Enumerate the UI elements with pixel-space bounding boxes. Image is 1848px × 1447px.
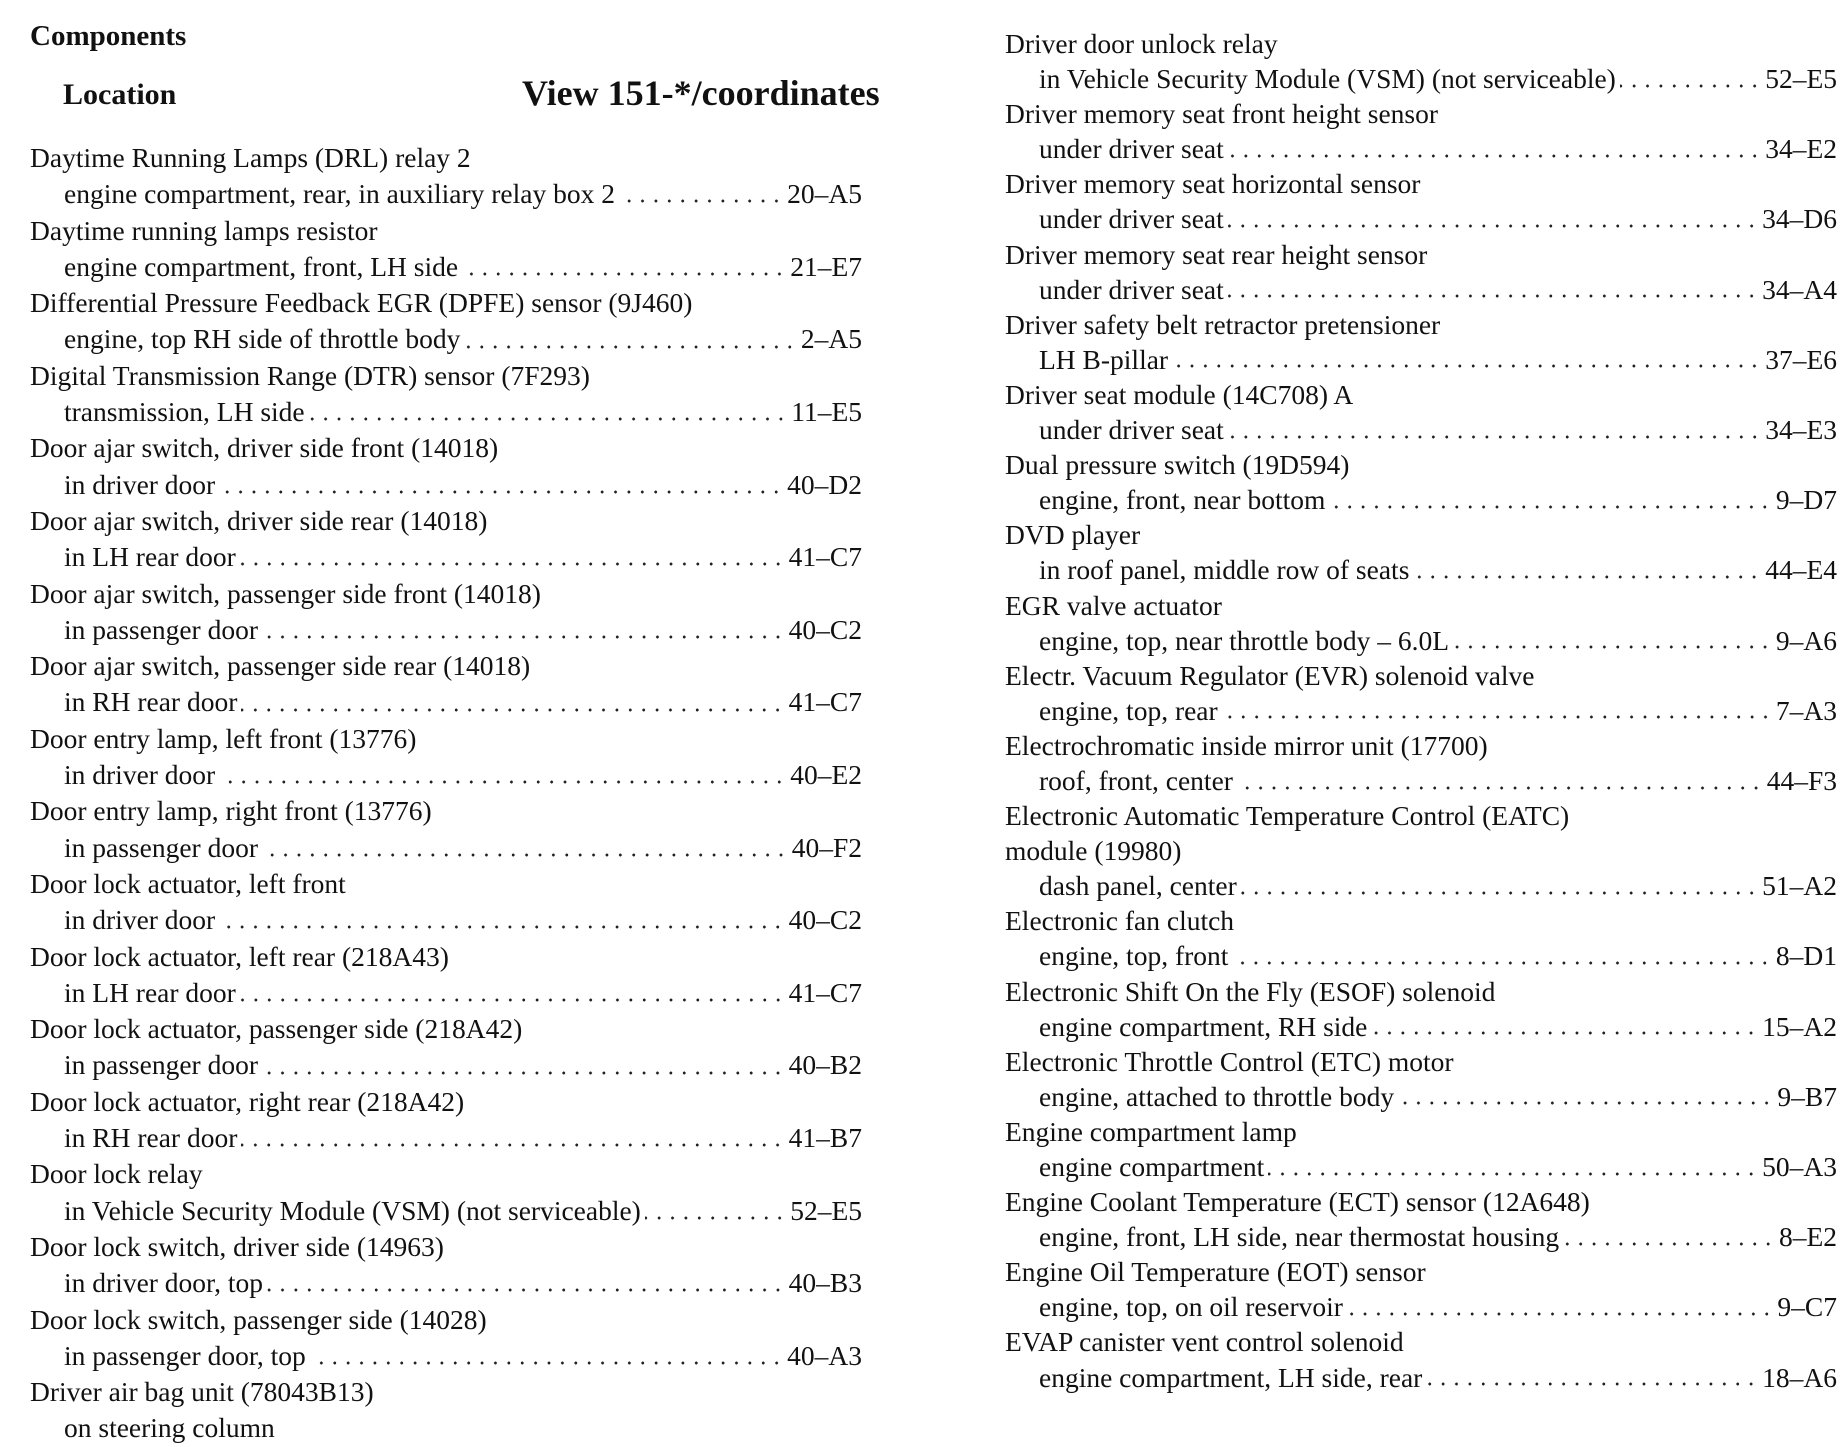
right-column <box>1005 26 1837 1395</box>
component-entry <box>1005 447 1837 517</box>
component-name <box>1005 588 1837 623</box>
component-name-text: Door lock actuator, left front <box>30 867 346 899</box>
view-coordinate: 41–B7 <box>788 1122 862 1154</box>
component-location: engine, front, LH side, near thermostat housing <box>1039 1221 1560 1253</box>
dot-leader <box>1268 1171 1758 1177</box>
dot-leader <box>1222 714 1772 720</box>
component-location: in passenger door <box>64 831 258 863</box>
component-location-line <box>1005 763 1837 798</box>
dot-leader <box>1329 504 1772 510</box>
view-coordinate: 41–C7 <box>788 541 862 573</box>
dot-leader <box>1413 574 1761 580</box>
component-entry <box>1005 237 1837 307</box>
component-name <box>1005 517 1837 552</box>
component-name-text: Engine compartment lamp <box>1005 1115 1297 1147</box>
section-title: Components <box>30 20 187 52</box>
component-name <box>1005 1324 1837 1359</box>
view-coordinate: 8–E2 <box>1778 1221 1837 1253</box>
component-location-line <box>1005 552 1837 587</box>
component-name <box>1005 1184 1837 1219</box>
component-entry <box>1005 517 1837 587</box>
component-location: in driver door <box>64 904 216 936</box>
component-name <box>1005 798 1837 833</box>
component-name-text: Digital Transmission Range (DTR) sensor (7F293) <box>30 359 590 391</box>
component-name-text: Differential Pressure Feedback EGR (DPFE) sensor (9J460) <box>30 287 693 319</box>
component-location: under driver seat <box>1039 414 1224 446</box>
dot-leader <box>619 198 783 204</box>
dot-leader <box>240 997 785 1003</box>
dot-leader <box>1228 434 1761 440</box>
component-location-line <box>30 1265 862 1301</box>
view-coordinate: 15–A2 <box>1762 1010 1837 1042</box>
component-location: in driver door, top <box>64 1267 263 1299</box>
component-location: in driver door <box>64 468 216 500</box>
component-location-line <box>1005 61 1837 96</box>
component-location: on steering column <box>64 1412 275 1444</box>
view-coordinate: 34–D6 <box>1762 203 1837 235</box>
component-name-text: Electrochromatic inside mirror unit (17700) <box>1005 729 1488 761</box>
component-location: LH B-pillar <box>1039 343 1169 375</box>
component-name <box>30 1011 862 1047</box>
component-name <box>30 793 862 829</box>
component-location: in Vehicle Security Module (VSM) (not serviceable) <box>1039 63 1616 95</box>
component-entry <box>30 576 862 649</box>
component-entry <box>1005 1044 1837 1114</box>
component-entry <box>1005 658 1837 728</box>
component-name-text: Daytime running lamps resistor <box>30 214 378 246</box>
component-location-line <box>1005 868 1837 903</box>
view-coordinate: 40–C2 <box>788 904 862 936</box>
component-name <box>30 430 862 466</box>
component-name-text: Door ajar switch, driver side front (14018) <box>30 432 499 464</box>
dot-leader <box>1453 644 1772 650</box>
component-location-line <box>1005 1360 1837 1395</box>
component-entry <box>30 1011 862 1084</box>
component-entry <box>30 140 862 213</box>
dot-leader <box>1371 1030 1758 1036</box>
component-entry <box>30 1374 862 1447</box>
component-entry <box>1005 1184 1837 1254</box>
component-entry <box>1005 1254 1837 1324</box>
dot-leader <box>1228 223 1758 229</box>
component-location: engine compartment, LH side, rear <box>1039 1361 1423 1393</box>
component-location-line <box>30 830 862 866</box>
component-location-line <box>1005 1289 1837 1324</box>
component-name-cont <box>1005 833 1837 868</box>
component-location-line <box>30 539 862 575</box>
dot-leader <box>1347 1311 1773 1317</box>
component-location: engine, front, near bottom <box>1039 484 1326 516</box>
dot-leader <box>1237 785 1763 791</box>
column-header-location: Location <box>63 78 177 111</box>
view-coordinate: 18–A6 <box>1762 1361 1837 1393</box>
view-coordinate: 41–C7 <box>788 686 862 718</box>
view-coordinate: 20–A5 <box>787 178 862 210</box>
component-location: under driver seat <box>1039 133 1224 165</box>
component-name-text: Electronic Automatic Temperature Control (EATC) <box>1005 800 1570 832</box>
component-name-text: Door entry lamp, right front (13776) <box>30 795 432 827</box>
view-coordinate: 50–A3 <box>1762 1151 1837 1182</box>
view-coordinate: 34–A4 <box>1762 273 1837 305</box>
component-location-line <box>1005 938 1837 973</box>
component-location: in RH rear door <box>64 1122 238 1154</box>
component-name-text: Electronic fan clutch <box>1005 905 1235 937</box>
component-location-line <box>30 684 862 720</box>
component-location: in RH rear door <box>64 686 238 718</box>
component-name-text: Door lock actuator, left rear (218A43) <box>30 940 449 972</box>
component-name-text: Door lock actuator, right rear (218A42) <box>30 1085 465 1117</box>
view-coordinate: 34–E3 <box>1765 414 1837 446</box>
view-coordinate: 52–E5 <box>1765 63 1837 95</box>
component-location-line <box>30 467 862 503</box>
component-name <box>1005 974 1837 1009</box>
dot-leader <box>1232 960 1771 966</box>
component-name <box>1005 1114 1837 1149</box>
component-location-line <box>30 1193 862 1229</box>
component-name <box>30 1156 862 1192</box>
component-location: in passenger door, top <box>64 1339 306 1371</box>
view-coordinate: 40–B3 <box>788 1267 862 1299</box>
view-coordinate: 9–B7 <box>1777 1080 1837 1112</box>
component-name <box>30 1084 862 1120</box>
component-name <box>1005 903 1837 938</box>
component-name-text: Door ajar switch, passenger side rear (14018) <box>30 650 531 682</box>
component-entry <box>1005 974 1837 1044</box>
component-name <box>30 1229 862 1265</box>
view-coordinate: 7–A3 <box>1775 694 1837 726</box>
dot-leader <box>1172 363 1761 369</box>
view-coordinate: 9–C7 <box>1777 1291 1837 1323</box>
component-name <box>30 866 862 902</box>
dot-leader <box>240 561 785 567</box>
component-location-line <box>1005 1149 1837 1184</box>
component-name <box>1005 26 1837 61</box>
component-name <box>30 576 862 612</box>
component-location-line <box>1005 412 1837 447</box>
view-coordinate: 37–E6 <box>1765 343 1837 375</box>
component-entry <box>30 503 862 576</box>
view-coordinate: 40–F2 <box>791 831 862 863</box>
component-name-text: Driver door unlock relay <box>1005 28 1278 59</box>
dot-leader <box>310 1360 783 1366</box>
component-entry <box>30 285 862 358</box>
component-entry <box>1005 307 1837 377</box>
component-name-text: Door lock switch, driver side (14963) <box>30 1230 444 1262</box>
component-name-text: EVAP canister vent control solenoid <box>1005 1326 1404 1358</box>
component-entry <box>30 213 862 286</box>
component-entry <box>30 648 862 721</box>
component-name <box>30 1302 862 1338</box>
component-location-line <box>30 176 862 212</box>
component-name <box>30 721 862 757</box>
component-entry <box>30 939 862 1012</box>
component-name-text: Door lock relay <box>30 1158 203 1190</box>
dot-leader <box>219 779 786 785</box>
component-name <box>1005 1044 1837 1079</box>
component-name <box>30 213 862 249</box>
component-location-line <box>30 321 862 357</box>
component-location-line <box>1005 342 1837 377</box>
view-coordinate: 8–D1 <box>1775 940 1837 972</box>
component-name <box>1005 1254 1837 1289</box>
component-name <box>1005 377 1837 412</box>
component-location-line <box>30 757 862 793</box>
component-location-line <box>1005 1079 1837 1114</box>
component-location: in LH rear door <box>64 976 236 1008</box>
component-name <box>1005 237 1837 272</box>
view-coordinate: 40–A3 <box>787 1339 862 1371</box>
view-coordinate: 40–D2 <box>787 468 862 500</box>
component-location: in LH rear door <box>64 541 236 573</box>
component-entry <box>30 1156 862 1229</box>
component-entry <box>1005 166 1837 236</box>
component-location: engine, top, rear <box>1039 694 1218 726</box>
component-name <box>30 140 862 176</box>
component-name <box>1005 447 1837 482</box>
component-location: engine compartment, front, LH side <box>64 250 459 282</box>
component-name-text: Door lock switch, passenger side (14028) <box>30 1303 487 1335</box>
component-location-line <box>30 1120 862 1156</box>
view-coordinate: 21–E7 <box>790 250 862 282</box>
component-entry <box>30 358 862 431</box>
component-entry <box>30 866 862 939</box>
dot-leader <box>1228 153 1761 159</box>
component-entry <box>30 1084 862 1157</box>
component-name <box>1005 96 1837 131</box>
component-location-line <box>1005 482 1837 517</box>
component-name-text: Door ajar switch, passenger side front (14018) <box>30 577 541 609</box>
component-name-text: Driver safety belt retractor pretensioner <box>1005 308 1441 340</box>
component-name-text: Driver memory seat front height sensor <box>1005 98 1439 130</box>
component-location-line <box>1005 131 1837 166</box>
dot-leader <box>241 1142 784 1148</box>
component-location: in roof panel, middle row of seats <box>1039 554 1410 586</box>
component-location-line <box>1005 201 1837 236</box>
component-entry <box>1005 1114 1837 1184</box>
view-coordinate: 40–E2 <box>790 759 862 791</box>
component-name <box>30 285 862 321</box>
dot-leader <box>241 707 784 713</box>
component-entry <box>1005 798 1837 903</box>
component-location: in passenger door <box>64 1049 258 1081</box>
view-coordinate: 40–B2 <box>788 1049 862 1081</box>
component-location-line <box>1005 623 1837 658</box>
component-location-line <box>30 612 862 648</box>
component-location: engine compartment, RH side <box>1039 1010 1368 1042</box>
component-entry <box>1005 377 1837 447</box>
component-name-text: Electronic Throttle Control (ETC) motor <box>1005 1045 1454 1077</box>
view-coordinate: 9–A6 <box>1775 624 1837 656</box>
view-coordinate: 51–A2 <box>1762 870 1837 902</box>
dot-leader <box>1398 1100 1773 1106</box>
component-name-text: Engine Oil Temperature (EOT) sensor <box>1005 1256 1426 1288</box>
component-entry <box>1005 1324 1837 1394</box>
view-coordinate: 44–E4 <box>1765 554 1837 586</box>
component-name <box>30 358 862 394</box>
dot-leader <box>645 1215 786 1221</box>
component-location: in driver door <box>64 759 216 791</box>
dot-leader <box>219 489 783 495</box>
component-entry <box>1005 588 1837 658</box>
component-name-text: module (19980) <box>1005 835 1182 867</box>
component-name-text: Driver memory seat rear height sensor <box>1005 238 1428 270</box>
component-name-text: Driver air bag unit (78043B13) <box>30 1376 374 1408</box>
component-location-line <box>30 1338 862 1374</box>
view-coordinate: 52–E5 <box>790 1194 862 1226</box>
component-name <box>1005 307 1837 342</box>
dot-leader <box>262 852 788 858</box>
component-entry <box>30 1302 862 1375</box>
component-name <box>1005 728 1837 763</box>
component-location: transmission, LH side <box>64 396 305 428</box>
component-entry <box>30 430 862 503</box>
component-name-text: Electr. Vacuum Regulator (EVR) solenoid valve <box>1005 659 1535 691</box>
component-name-text: Door entry lamp, left front (13776) <box>30 722 417 754</box>
component-name <box>30 1374 862 1410</box>
component-location: under driver seat <box>1039 203 1224 235</box>
component-location-line <box>30 249 862 285</box>
view-coordinate: 11–E5 <box>791 396 862 428</box>
component-name-text: Electronic Shift On the Fly (ESOF) solenoid <box>1005 975 1496 1007</box>
column-header-view: View 151-*/coordinates <box>522 73 880 113</box>
dot-leader <box>1620 83 1761 89</box>
dot-leader <box>1241 890 1758 896</box>
component-name-text: Driver memory seat horizontal sensor <box>1005 168 1421 200</box>
component-entry <box>1005 903 1837 973</box>
dot-leader <box>262 634 785 640</box>
component-location-line <box>1005 1219 1837 1254</box>
component-name <box>1005 166 1837 201</box>
dot-leader <box>219 924 784 930</box>
component-location-line <box>30 1410 862 1446</box>
component-name <box>30 503 862 539</box>
component-entry <box>30 793 862 866</box>
view-coordinate: 9–D7 <box>1775 484 1837 516</box>
component-location-line <box>30 902 862 938</box>
component-name-text: Daytime Running Lamps (DRL) relay 2 <box>30 142 471 173</box>
component-location: engine, top, front <box>1039 940 1229 972</box>
left-column <box>30 140 862 1447</box>
component-entry <box>1005 96 1837 166</box>
component-location: engine, top RH side of throttle body <box>64 323 461 355</box>
component-location: in passenger door <box>64 613 258 645</box>
component-name-text: EGR valve actuator <box>1005 589 1222 621</box>
dot-leader <box>267 1287 785 1293</box>
component-location-line <box>30 975 862 1011</box>
dot-leader <box>462 271 786 277</box>
dot-leader <box>262 1070 785 1076</box>
component-location-line <box>30 1047 862 1083</box>
component-name <box>30 939 862 975</box>
component-name-text: Door lock actuator, passenger side (218A42) <box>30 1013 523 1045</box>
component-entry <box>30 721 862 794</box>
view-coordinate: 34–E2 <box>1765 133 1837 165</box>
component-location: dash panel, center <box>1039 870 1237 902</box>
component-name-text: Dual pressure switch (19D594) <box>1005 449 1350 481</box>
component-name-text: Door ajar switch, driver side rear (14018) <box>30 504 488 536</box>
component-location: in Vehicle Security Module (VSM) (not serviceable) <box>64 1194 641 1226</box>
component-name <box>1005 658 1837 693</box>
component-entry <box>1005 26 1837 96</box>
dot-leader <box>464 344 796 350</box>
dot-leader <box>309 416 788 422</box>
view-coordinate: 40–C2 <box>788 613 862 645</box>
component-name-text: Engine Coolant Temperature (ECT) sensor (12A648) <box>1005 1186 1590 1218</box>
view-coordinate: 2–A5 <box>800 323 862 355</box>
dot-leader <box>1563 1241 1775 1247</box>
dot-leader <box>1228 293 1758 299</box>
component-location: engine, top, on oil reservoir <box>1039 1291 1343 1323</box>
component-location: engine compartment, rear, in auxiliary relay box 2 <box>64 178 615 210</box>
component-location: under driver seat <box>1039 273 1224 305</box>
component-location-line <box>1005 693 1837 728</box>
view-coordinate: 41–C7 <box>788 976 862 1008</box>
component-location-line <box>30 394 862 430</box>
component-entry <box>1005 728 1837 798</box>
component-name <box>30 648 862 684</box>
component-location: engine compartment <box>1039 1151 1265 1182</box>
component-location: roof, front, center <box>1039 764 1233 796</box>
component-location: engine, attached to throttle body <box>1039 1080 1395 1112</box>
dot-leader <box>1426 1381 1758 1387</box>
component-name-text: Driver seat module (14C708) A <box>1005 378 1354 410</box>
component-location: engine, top, near throttle body – 6.0L <box>1039 624 1450 656</box>
component-location-line <box>1005 272 1837 307</box>
component-entry <box>30 1229 862 1302</box>
component-location-line <box>1005 1009 1837 1044</box>
component-name-text: DVD player <box>1005 519 1141 551</box>
view-coordinate: 44–F3 <box>1766 764 1837 796</box>
